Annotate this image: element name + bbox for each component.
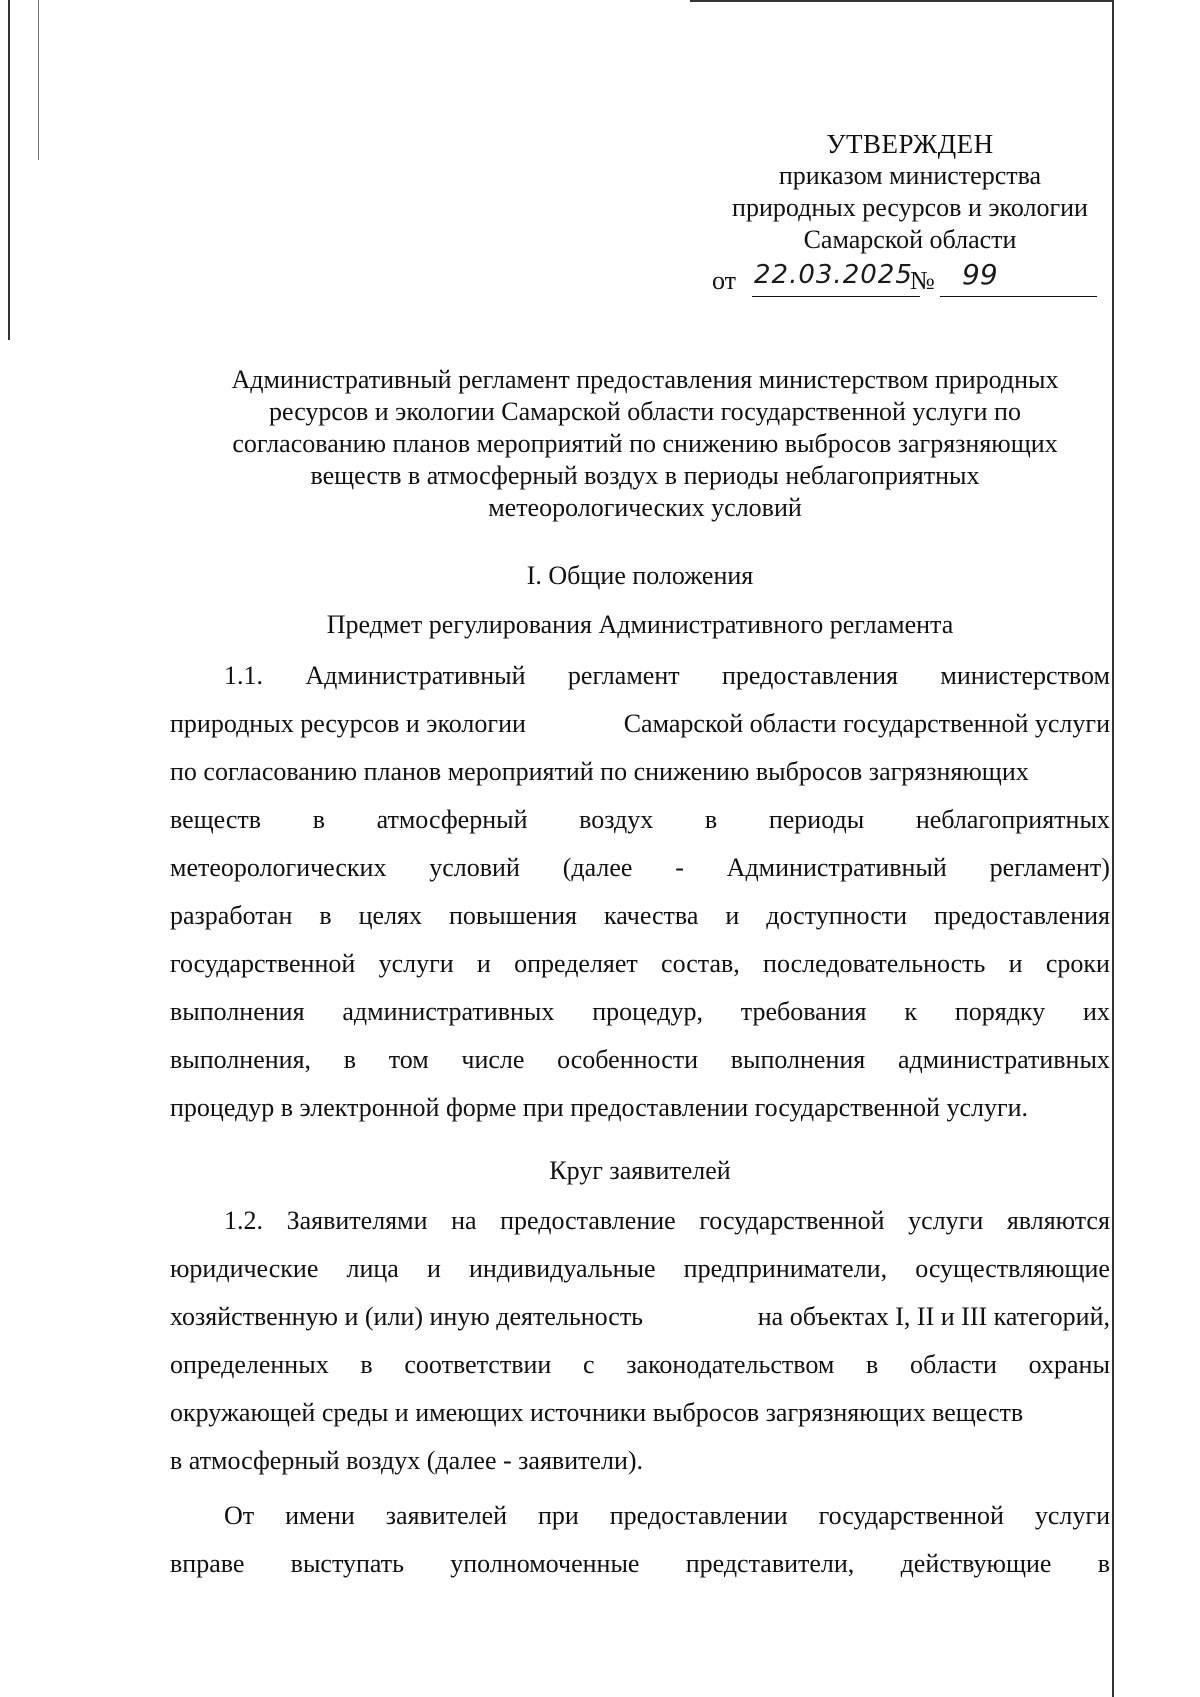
word: административных: [342, 997, 555, 1026]
text-line: [170, 1301, 1110, 1349]
word: окружающей среды и имеющих источники выбросов загрязняющих веществ: [170, 1398, 1024, 1427]
word: последовательность: [763, 949, 986, 978]
word: определяет: [514, 949, 638, 978]
text-line: [170, 1253, 1110, 1301]
word: хозяйственную и (или) иную деятельность: [170, 1302, 644, 1331]
text-line: [170, 1092, 1110, 1140]
word: веществ: [170, 805, 262, 834]
word: атмосферный: [376, 805, 528, 834]
document-title: [160, 364, 1130, 524]
word: действующие: [900, 1549, 1052, 1578]
word: в: [360, 1350, 373, 1379]
word: являются: [1006, 1206, 1110, 1235]
approval-line-1: приказом министерства: [778, 161, 1042, 190]
word: и: [426, 1254, 441, 1283]
word: юридические: [170, 1254, 319, 1283]
word: к: [904, 997, 917, 1026]
word: государственной: [699, 1206, 885, 1235]
word: регламент: [567, 661, 680, 690]
word: предоставление: [500, 1206, 676, 1235]
word: Самарской области государственной услуги: [623, 709, 1110, 738]
word: в: [866, 1350, 879, 1379]
word: в: [704, 805, 718, 834]
word: 1.2.: [224, 1206, 263, 1235]
word: 1.1.: [224, 661, 263, 690]
word: охраны: [1028, 1350, 1110, 1379]
word: административных: [897, 1045, 1110, 1074]
word: выступать: [290, 1549, 404, 1578]
word: порядку: [954, 997, 1046, 1026]
text-line: [170, 1548, 1110, 1596]
word: государственной: [818, 1501, 1004, 1530]
word: воздух: [579, 805, 654, 834]
word: в атмосферный воздух (далее - заявители).: [170, 1446, 644, 1475]
word: выполнения: [730, 1045, 866, 1074]
word: при: [538, 1501, 579, 1530]
word: уполномоченные: [450, 1549, 640, 1578]
word: состав,: [661, 949, 740, 978]
word: выполнения,: [170, 1045, 312, 1074]
word: в: [312, 805, 325, 834]
word: разработан: [170, 901, 293, 930]
word: периоды: [768, 805, 865, 834]
scan-left-edge-2: [38, 0, 39, 160]
word: на объектах I, II и III категорий,: [757, 1302, 1110, 1331]
word: услуги: [378, 949, 454, 978]
word: законодательством: [626, 1350, 835, 1379]
subheading-applicants: Круг заявителей: [549, 1156, 731, 1185]
word: и: [725, 901, 740, 930]
word: лица: [346, 1254, 399, 1283]
approval-title: УТВЕРЖДЕН: [826, 129, 994, 159]
handwritten-date: 22.03.2025: [754, 260, 913, 290]
text-line: [170, 852, 1110, 900]
word: неблагоприятных: [915, 805, 1110, 834]
word: предоставлении: [609, 1501, 788, 1530]
word: требования: [740, 997, 867, 1026]
text-line: [170, 756, 1110, 804]
paragraph-1-1: [170, 660, 1110, 1140]
word: предприниматели,: [683, 1254, 888, 1283]
word: государственной: [170, 949, 356, 978]
title-line: метеорологических условий: [488, 493, 802, 522]
order-date-number: [712, 258, 1097, 298]
title-line: Административный регламент предоставления министерством природных: [231, 365, 1059, 394]
word: Административный: [726, 853, 947, 882]
date-underline: [752, 296, 920, 297]
word: их: [1083, 997, 1110, 1026]
word: повышения: [449, 901, 578, 930]
word: сроки: [1045, 949, 1110, 978]
word: числе: [461, 1045, 525, 1074]
word: регламент): [989, 853, 1110, 882]
word: соответствии: [404, 1350, 552, 1379]
text-line: [170, 996, 1110, 1044]
subheading-subject: Предмет регулирования Административного регламента: [326, 610, 954, 639]
word: и: [1008, 949, 1023, 978]
word: в: [343, 1045, 357, 1074]
word: на: [451, 1206, 477, 1235]
approval-line-2: природных ресурсов и экологии: [732, 193, 1088, 222]
word: природных ресурсов и экологии: [170, 709, 526, 738]
date-prefix: от: [712, 266, 737, 295]
title-line: согласованию планов мероприятий по снижению выбросов загрязняющих: [232, 429, 1058, 458]
word: От: [224, 1501, 255, 1530]
word: вправе: [170, 1549, 245, 1578]
text-line: [170, 804, 1110, 852]
paragraph-1-2: [170, 1205, 1110, 1493]
text-line: [170, 948, 1110, 996]
approval-line-3: Самарской области: [803, 225, 1017, 254]
text-line: [170, 1445, 1110, 1493]
word: особенности: [557, 1045, 699, 1074]
word: выполнения: [170, 997, 305, 1026]
title-line: веществ в атмосферный воздух в периоды неблагоприятных: [310, 461, 980, 490]
text-line: [170, 708, 1110, 756]
word: услуги: [1034, 1501, 1110, 1530]
text-line: [170, 1397, 1110, 1445]
word: по согласованию планов мероприятий по снижению выбросов загрязняющих: [170, 757, 1029, 786]
word: заявителей: [385, 1501, 508, 1530]
word: доступности: [766, 901, 908, 930]
text-line: [170, 1044, 1110, 1092]
word: в: [1097, 1549, 1110, 1578]
word: имени: [285, 1501, 355, 1530]
handwritten-number: 99: [962, 258, 998, 291]
word: представители,: [685, 1549, 855, 1578]
word: с: [583, 1350, 595, 1379]
word: Заявителями: [286, 1206, 428, 1235]
word: определенных: [170, 1350, 329, 1379]
word: министерством: [940, 661, 1110, 690]
word: предоставления: [934, 901, 1110, 930]
word: осуществляющие: [915, 1254, 1110, 1283]
word: целях: [358, 901, 423, 930]
text-line: [170, 1500, 1110, 1548]
word: условий: [429, 853, 520, 882]
word: метеорологических: [170, 853, 387, 882]
word: (далее: [562, 853, 633, 882]
word: качества: [604, 901, 699, 930]
word: -: [675, 853, 684, 882]
word: и: [476, 949, 491, 978]
number-label: №: [910, 266, 935, 295]
word: услуги: [908, 1206, 984, 1235]
text-line: [170, 660, 1110, 708]
word: Административный: [305, 661, 526, 690]
scan-top-border: [690, 0, 1114, 2]
word: процедур в электронной форме при предоставлении государственной услуги.: [170, 1093, 1029, 1122]
text-line: [170, 1349, 1110, 1397]
text-line: [170, 1205, 1110, 1253]
word: индивидуальные: [468, 1254, 656, 1283]
word: том: [388, 1045, 429, 1074]
word: в: [319, 901, 332, 930]
paragraph-representatives: [170, 1500, 1110, 1596]
approval-block: [690, 128, 1130, 256]
title-line: ресурсов и экологии Самарской области государственной услуги по: [269, 397, 1021, 426]
section-heading: I. Общие положения: [526, 561, 754, 590]
word: области: [910, 1350, 997, 1379]
word: предоставления: [721, 661, 898, 690]
number-underline: [940, 296, 1097, 297]
scan-left-edge: [8, 0, 10, 340]
text-line: [170, 900, 1110, 948]
word: процедур,: [592, 997, 703, 1026]
